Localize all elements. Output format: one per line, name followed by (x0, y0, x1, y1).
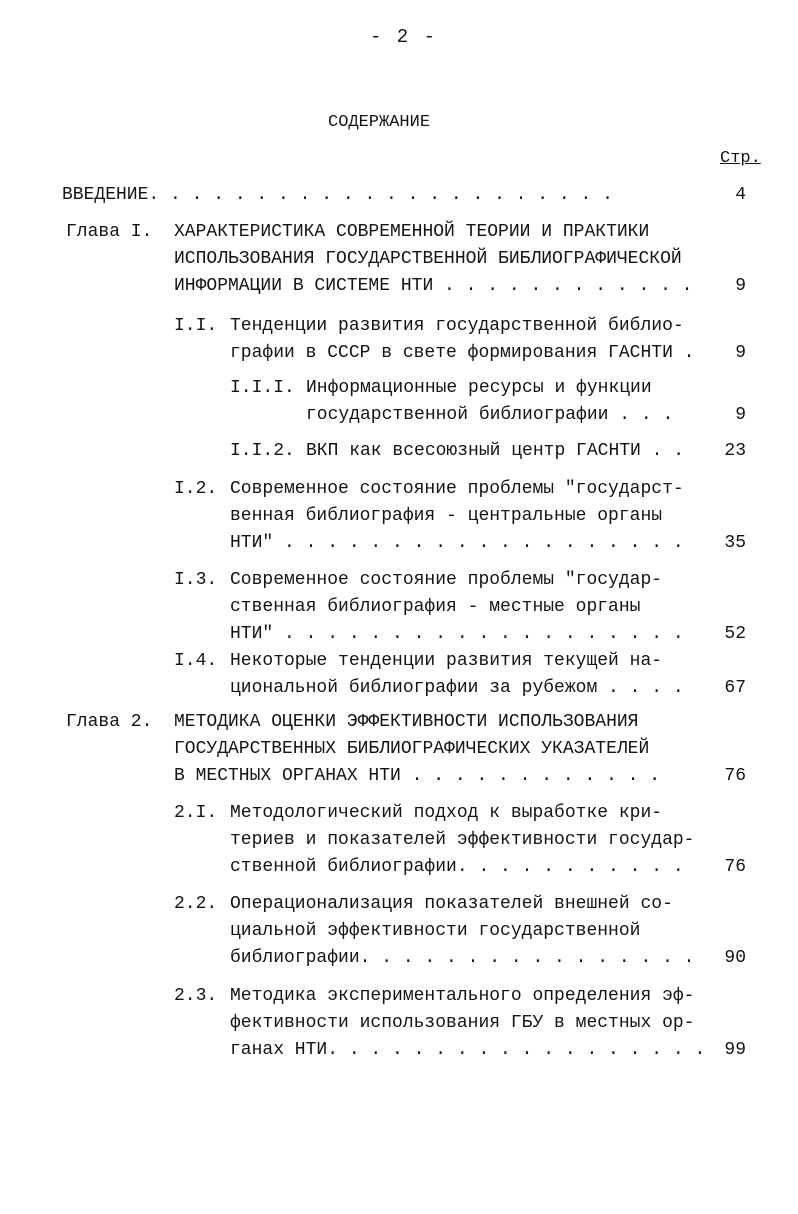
toc-entry-text: библиографии. . . . . . . . . . . . . . . . (230, 948, 695, 968)
toc-page-number: 90 (724, 948, 746, 968)
toc-entry-text: государственной библиографии . . . (306, 405, 674, 425)
toc-entry-text: Информационные ресурсы и функции (306, 378, 652, 398)
toc-label: I.I.2. (230, 441, 295, 461)
toc-page-number: 23 (724, 441, 746, 461)
toc-label: I.I. (174, 316, 218, 336)
toc-entry-text: циональной библиографии за рубежом . . . . (230, 678, 684, 698)
toc-label: 2.3. (174, 986, 218, 1006)
toc-page-number: 9 (735, 405, 746, 425)
toc-entry-text: ИНФОРМАЦИИ В СИСТЕМЕ НТИ . . . . . . . . . . . . (174, 276, 693, 296)
toc-label: Глава I. (66, 222, 153, 242)
toc-entry-text: ганах НТИ. . . . . . . . . . . . . . . . . . (230, 1040, 706, 1060)
toc-label: I.3. (174, 570, 218, 590)
toc-entry-text: НТИ" . . . . . . . . . . . . . . . . . . . (230, 533, 684, 553)
toc-entry-text: НТИ" . . . . . . . . . . . . . . . . . . . (230, 624, 684, 644)
toc-label: I.I.I. (230, 378, 295, 398)
toc-label: Глава 2. (66, 712, 153, 732)
toc-entry-text: В МЕСТНЫХ ОРГАНАХ НТИ . . . . . . . . . . . . (174, 766, 661, 786)
page-title: СОДЕРЖАНИЕ (328, 113, 431, 132)
toc-label: I.2. (174, 479, 218, 499)
toc-entry-text: Методологический подход к выработке кри- (230, 803, 663, 823)
toc-entry-text: МЕТОДИКА ОЦЕНКИ ЭФФЕКТИВНОСТИ ИСПОЛЬЗОВАНИЯ (174, 712, 639, 732)
toc-entry-text: териев и показателей эффективности государ- (230, 830, 695, 850)
toc-entry-text: ГОСУДАРСТВЕННЫХ БИБЛИОГРАФИЧЕСКИХ УКАЗАТЕЛЕЙ (174, 739, 650, 759)
toc-label: I.4. (174, 651, 218, 671)
toc-page-number: 52 (724, 624, 746, 644)
toc-entry-text: графии в СССР в свете формирования ГАСНТИ . (230, 343, 695, 363)
page-column-header: Стр. (720, 149, 761, 168)
toc-entry-text: Операционализация показателей внешней со- (230, 894, 673, 914)
toc-entry-text: Некоторые тенденции развития текущей на- (230, 651, 663, 671)
toc-page-number: 67 (724, 678, 746, 698)
toc-entry-text: Методика экспериментального определения эф- (230, 986, 695, 1006)
toc-entry-text: венная библиография - центральные органы (230, 506, 663, 526)
toc-page-number: 9 (735, 276, 746, 296)
toc-entry-text: Тенденции развития государственной библио- (230, 316, 684, 336)
toc-page-number: 9 (735, 343, 746, 363)
toc-entry-text: Современное состояние проблемы "государст- (230, 479, 684, 499)
toc-page-number: 76 (724, 857, 746, 877)
toc-entry-text: Современное состояние проблемы "государ- (230, 570, 663, 590)
toc-label: 2.I. (174, 803, 218, 823)
toc-entry-text: циальной эффективности государственной (230, 921, 641, 941)
toc-page-number: 35 (724, 533, 746, 553)
toc-entry-text: ВВЕДЕНИЕ. . . . . . . . . . . . . . . . . . . . . . (62, 185, 613, 205)
toc-entry-text: ственной библиографии. . . . . . . . . . . (230, 857, 684, 877)
toc-page-number: 76 (724, 766, 746, 786)
toc-entry-text: фективности использования ГБУ в местных ор- (230, 1013, 695, 1033)
page-number: - 2 - (370, 26, 438, 48)
toc-label: 2.2. (174, 894, 218, 914)
toc-entry-text: ИСПОЛЬЗОВАНИЯ ГОСУДАРСТВЕННОЙ БИБЛИОГРАФИЧЕСКОЙ (174, 249, 682, 269)
toc-page-number: 99 (724, 1040, 746, 1060)
toc-entry-text: ВКП как всесоюзный центр ГАСНТИ . . (306, 441, 685, 461)
toc-entry-text: ственная библиография - местные органы (230, 597, 641, 617)
toc-page-number: 4 (735, 185, 746, 205)
toc-entry-text: ХАРАКТЕРИСТИКА СОВРЕМЕННОЙ ТЕОРИИ И ПРАКТИКИ (174, 222, 650, 242)
